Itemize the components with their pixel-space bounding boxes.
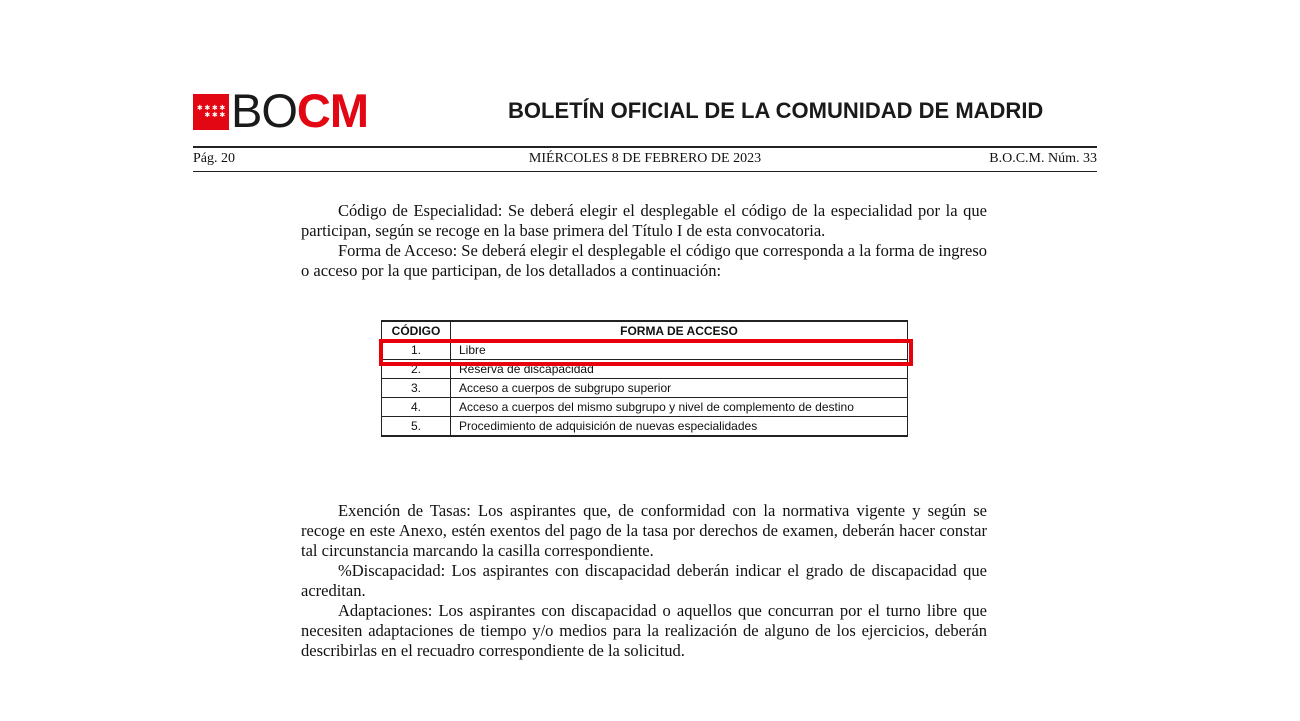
table-row [382, 341, 908, 360]
row-description: Acceso a cuerpos del mismo subgrupo y nivel de complemento de destino [451, 398, 908, 417]
issue-number: B.O.C.M. Núm. 33 [989, 151, 1097, 166]
row-code: 5. [382, 417, 451, 437]
column-header-forma-acceso: FORMA DE ACCESO [451, 321, 908, 341]
column-header-codigo: CÓDIGO [382, 321, 451, 341]
paragraph-adaptaciones: Adaptaciones: Los aspirantes con discapacidad o aquellos que concurran por el turno libre que necesiten adaptaciones de tiempo y/o medios para la realización de alguno de los ejercicios, deberán describirlas en el recuadro correspondiente de la solicitud. [301, 601, 987, 660]
forma-acceso-table [381, 320, 908, 437]
page-number: Pág. 20 [193, 151, 235, 166]
paragraph-forma-acceso: Forma de Acceso: Se deberá elegir el desplegable el código que corresponda a la forma de ingreso o acceso por la que participan, de los detallados a continuación: [301, 241, 987, 280]
row-description: Libre [451, 341, 908, 360]
logo-wordmark [231, 84, 369, 137]
row-code: 1. [382, 341, 451, 360]
header-rule-top [193, 146, 1097, 148]
logo-text-bo: BO [231, 84, 297, 137]
header-meta-row [193, 151, 1097, 171]
table-row [382, 417, 908, 437]
table-row [382, 398, 908, 417]
paragraph-codigo-especialidad: Código de Especialidad: Se deberá elegir el desplegable el código de la especialidad por la que participan, según se recoge en la base primera del Título I de esta convocatoria. [301, 201, 987, 240]
table-row [382, 379, 908, 398]
header-rule-bottom [193, 171, 1097, 172]
comunidad-madrid-flag-icon: ✱ ✱ ✱ ✱ ✱ ✱ ✱ [193, 94, 229, 130]
row-code: 4. [382, 398, 451, 417]
paragraph-exencion-tasas: Exención de Tasas: Los aspirantes que, de conformidad con la normativa vigente y según se recoge en este Anexo, estén exentos del pago de la tasa por derechos de examen, deberán hacer constar tal circunstancia marcando la casilla correspondiente. [301, 501, 987, 560]
row-code: 2. [382, 360, 451, 379]
logo-text-cm: CM [296, 84, 369, 137]
bocm-logo [193, 84, 369, 137]
table-header-row [382, 321, 908, 341]
row-code: 3. [382, 379, 451, 398]
paragraph-discapacidad: %Discapacidad: Los aspirantes con discapacidad deberán indicar el grado de discapacidad que acreditan. [301, 561, 987, 600]
row-description: Procedimiento de adquisición de nuevas especialidades [451, 417, 908, 437]
row-description: Reserva de discapacidad [451, 360, 908, 379]
intro-paragraphs [301, 201, 987, 281]
journal-title: BOLETÍN OFICIAL DE LA COMUNIDAD DE MADRID [508, 98, 1044, 123]
table-row [382, 360, 908, 379]
closing-paragraphs [301, 501, 987, 661]
publication-date: MIÉRCOLES 8 DE FEBRERO DE 2023 [528, 151, 762, 166]
row-description: Acceso a cuerpos de subgrupo superior [451, 379, 908, 398]
